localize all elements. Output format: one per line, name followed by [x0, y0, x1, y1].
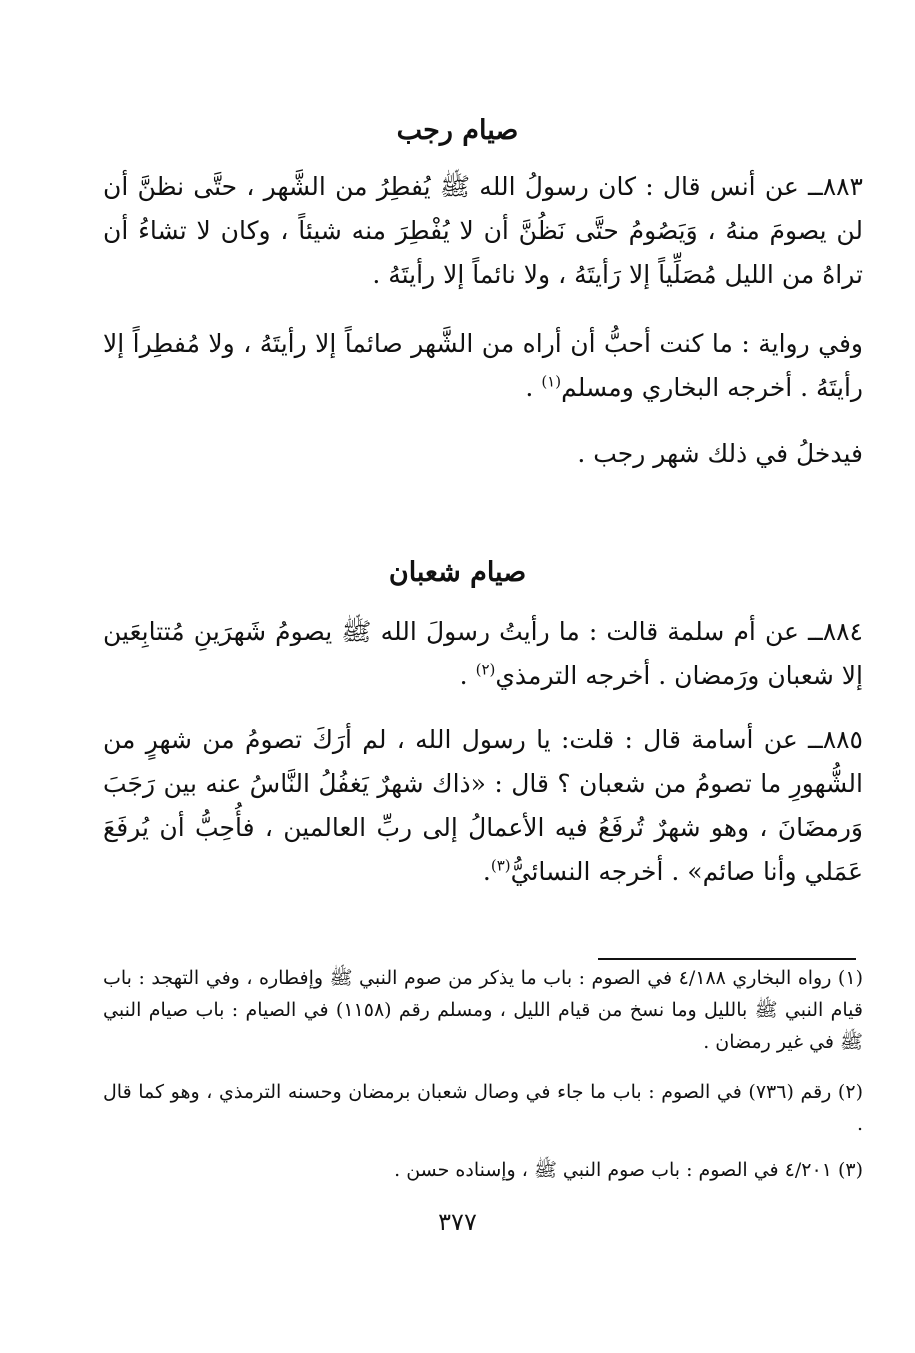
hadith-883-paragraph — [103, 165, 863, 297]
footnote-3: (٣) ٤/٢٠١ في الصوم : باب صوم النبي ﷺ ، وإسناده حسن . — [394, 1159, 863, 1181]
section-title-shaban: صيام شعبان — [388, 557, 527, 588]
hadith-883-text: ٨٨٣ــ عن أنس قال : كان رسولُ الله ﷺ يُفطِرُ من الشَّهر ، حتَّى نظنَّ أن لن يصومَ منهُ ، وَيَصُومُ حتَّى نَظُنَّ أن لا يُفْطِرَ منه شيئاً ، وكان لا تشاءُ أن تراهُ من الليل مُصَلِّياً إلا رَأيتَهُ ، ولا نائماً إلا رأيتَهُ . — [103, 172, 863, 289]
footnote-2: (٢) رقم (٧٣٦) في الصوم : باب ما جاء في وصال شعبان برمضان وحسنه الترمذي ، وهو كما قال . — [103, 1081, 863, 1135]
rajab-note-paragraph — [103, 432, 863, 476]
hadith-885-tail: . — [482, 857, 491, 886]
page-number: ٣٧٧ — [438, 1208, 477, 1236]
riwaya-tail: . — [525, 373, 542, 402]
footnote-marker-2[interactable]: (٢) — [475, 660, 496, 679]
hadith-885-text: ٨٨٥ــ عن أسامة قال : قلت: يا رسول الله ، لم أرَكَ تصومُ من شهرٍ من الشُّهورِ ما تصومُ من شعبان ؟ قال : «ذاك شهرٌ يَغفُلُ النَّاسُ عنه بين رَجَبَ وَرمضَانَ ، وهو شهرٌ تُرفَعُ فيه الأعمالُ إلى ربِّ العالمين ، فأُحِبُّ أن يُرفَعَ عَمَلي وأنا صائم» . أخرجه النسائيُّ — [103, 725, 863, 886]
footnote-marker-3[interactable]: (٣) — [490, 856, 511, 875]
footnote-1: (١) رواه البخاري ٤/١٨٨ في الصوم : باب ما يذكر من صوم النبي ﷺ وإفطاره ، وفي التهجد : باب قيام النبي ﷺ بالليل وما نسخ من قيام الليل ، ومسلم رقم (١١٥٨) في الصيام : باب صيام النبي ﷺ في غير رمضان . — [103, 967, 863, 1053]
footnote-marker-1[interactable]: (١) — [541, 372, 562, 391]
hadith-884-paragraph — [103, 610, 863, 698]
footnote-divider — [598, 958, 856, 960]
hadith-884-tail: . — [459, 661, 476, 690]
rajab-note-text: فيدخلُ في ذلك شهر رجب . — [577, 439, 863, 468]
riwaya-paragraph — [103, 322, 863, 410]
section-title-rajab: صيام رجب — [396, 115, 519, 146]
hadith-885-paragraph — [103, 718, 863, 894]
hadith-884-text: ٨٨٤ــ عن أم سلمة قالت : ما رأيتُ رسولَ الله ﷺ يصومُ شَهرَينِ مُتتابِعَين إلا شعبان ورَمضان . أخرجه الترمذي — [103, 617, 863, 690]
riwaya-text: وفي رواية : ما كنت أحبُّ أن أراه من الشَّهر صائماً إلا رأيتَهُ ، ولا مُفطِراً إلا رأيتَهُ . أخرجه البخاري ومسلم — [103, 329, 863, 402]
